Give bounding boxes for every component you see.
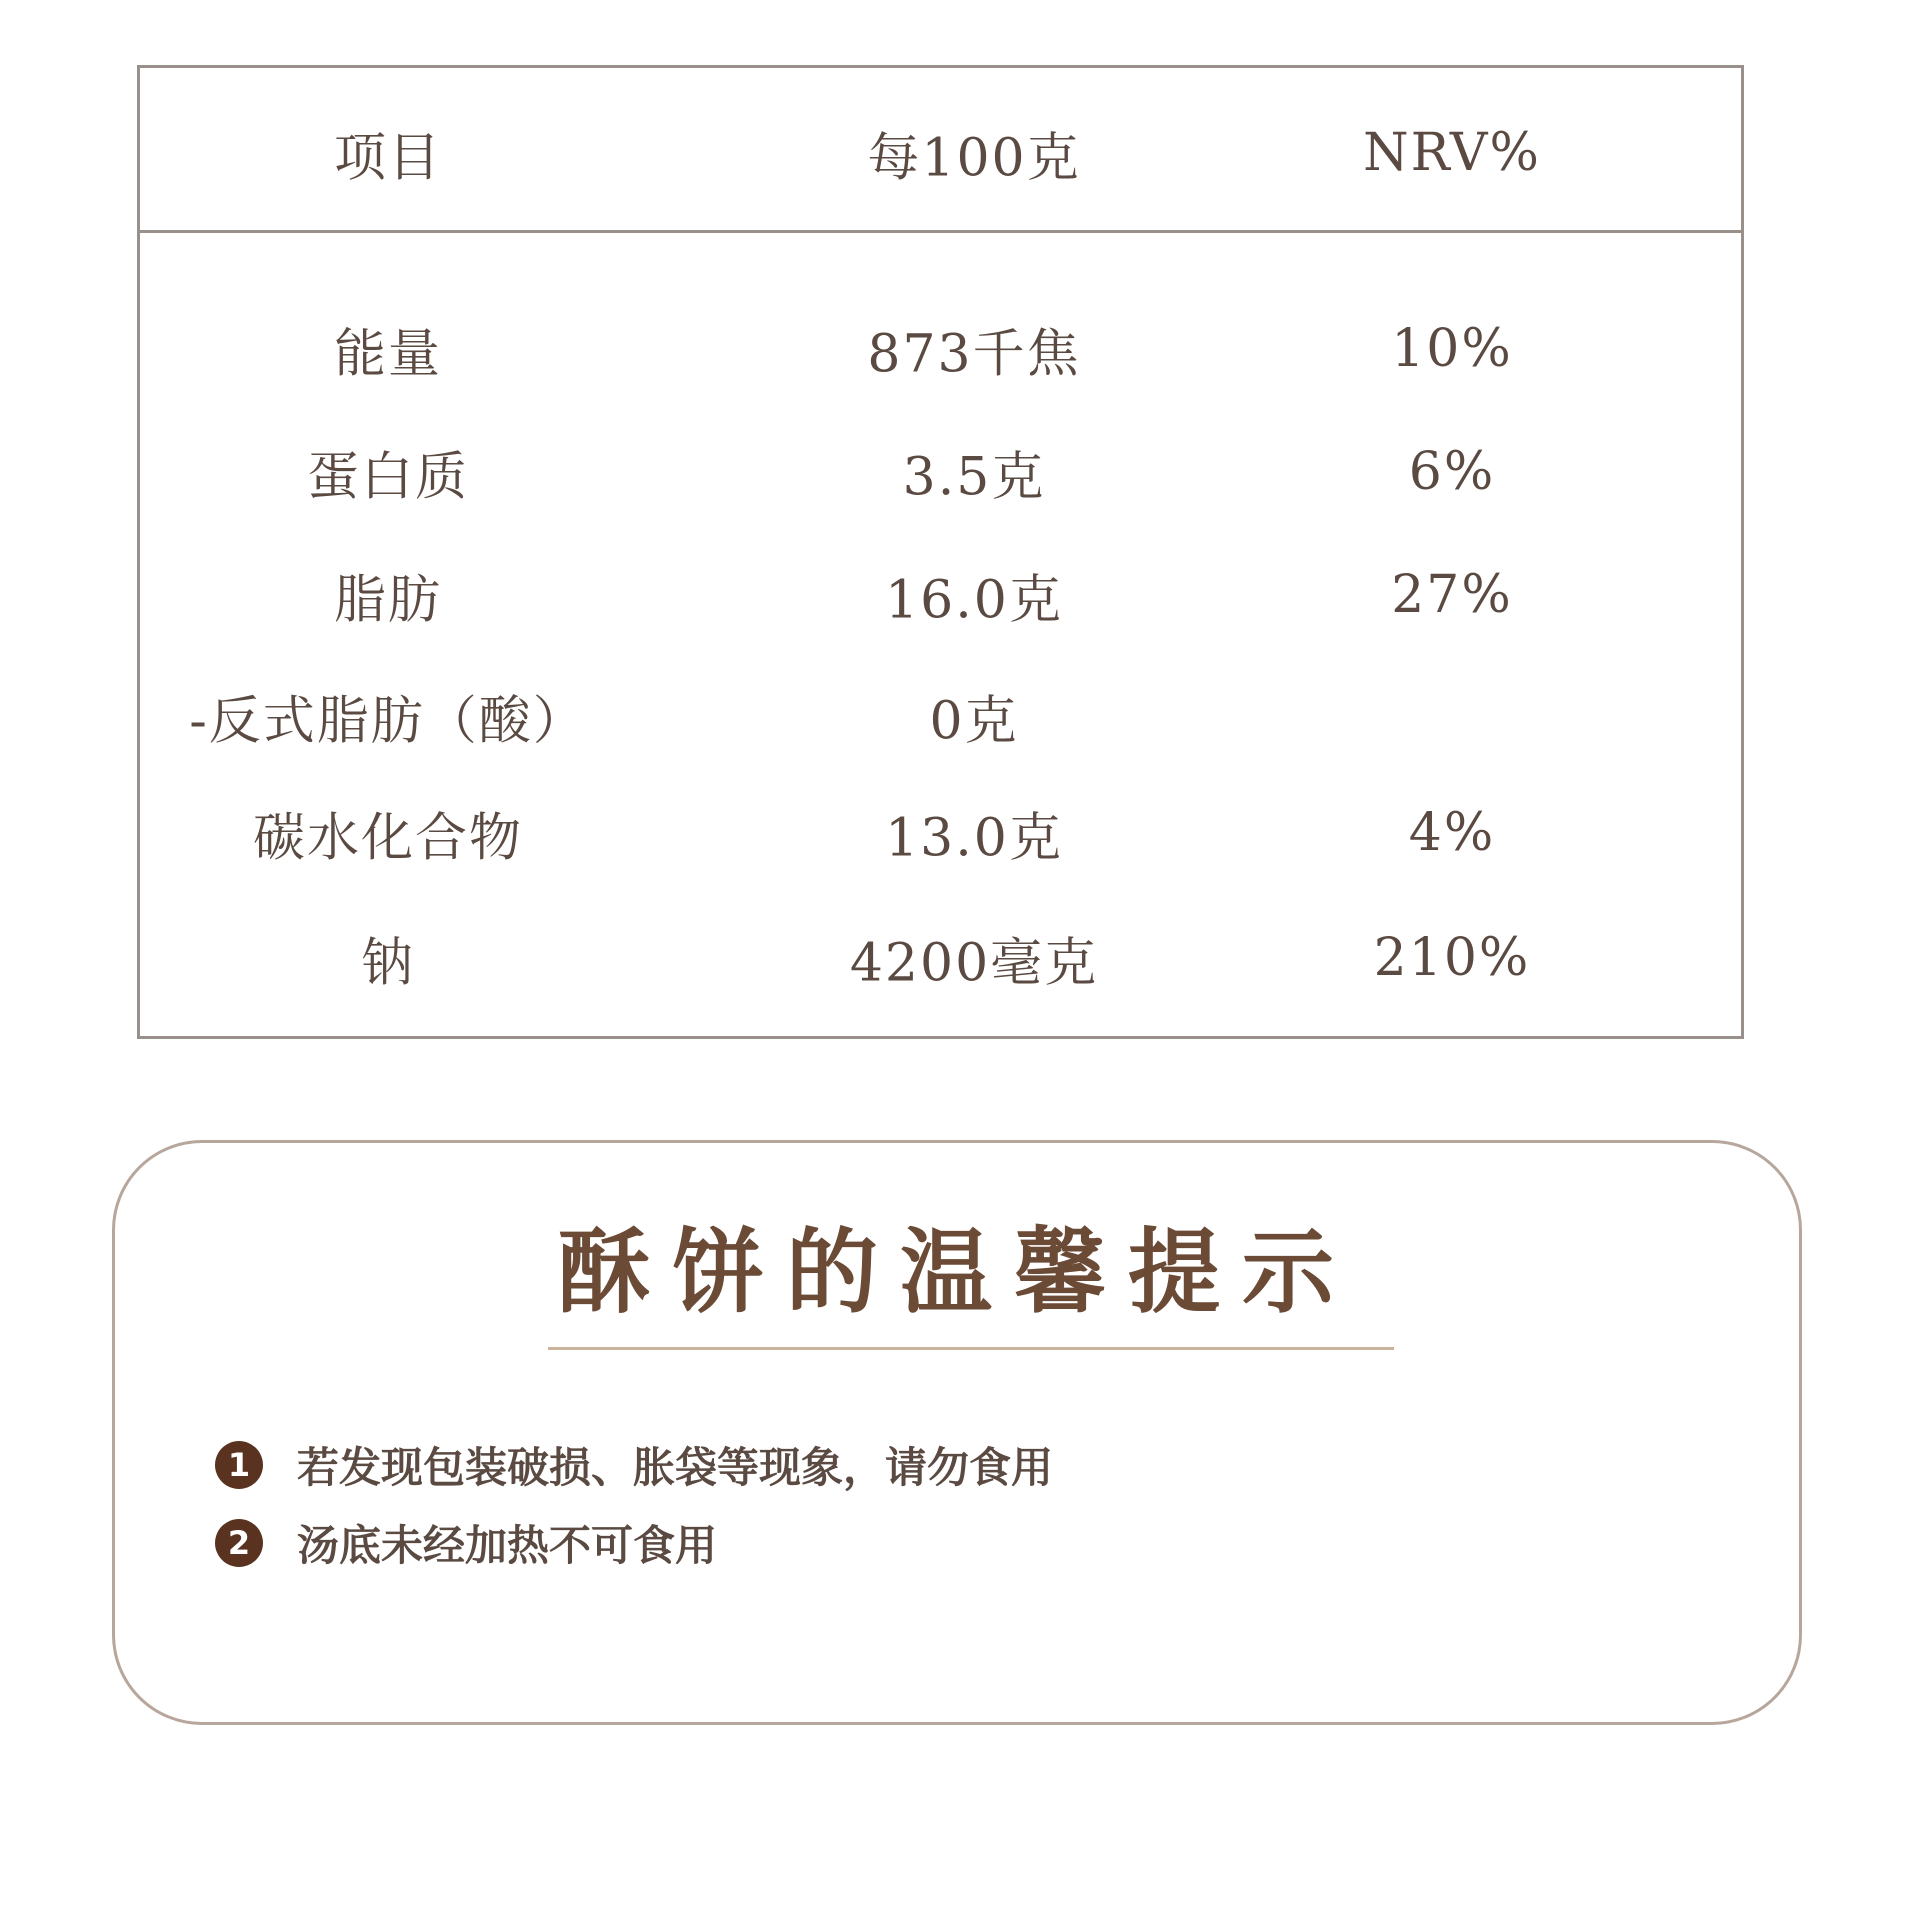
row-sodium-nrv: 210% <box>1373 928 1531 988</box>
row-energy-value: 873千焦 <box>867 324 1081 385</box>
tips-title: 酥饼的温馨提示 <box>557 1218 1357 1326</box>
tips-divider <box>548 1347 1394 1350</box>
row-carbohydrate-value: 13.0克 <box>885 808 1063 869</box>
nutrition-table <box>137 65 1744 1039</box>
header-nrv: NRV% <box>1363 123 1541 183</box>
row-trans-fat-item: -反式脂肪（酸） <box>189 691 587 752</box>
tip-text: 若发现包装破损、胀袋等现象，请勿食用 <box>297 1443 1054 1492</box>
row-carbohydrate-item: 碳水化合物 <box>252 808 524 869</box>
tip-text: 汤底未经加热不可食用 <box>297 1521 718 1570</box>
tip-item <box>215 1513 717 1573</box>
row-fat-item: 脂肪 <box>333 570 443 631</box>
row-trans-fat-value: 0克 <box>929 691 1019 752</box>
header-per-100g: 每100克 <box>867 128 1081 189</box>
row-protein-value: 3.5克 <box>902 447 1046 508</box>
table-header <box>140 68 1741 233</box>
row-protein-nrv: 6% <box>1408 442 1496 502</box>
tips-card <box>112 1140 1802 1725</box>
tip-number-badge: 2 <box>215 1519 263 1567</box>
row-sodium-item: 钠 <box>360 933 416 994</box>
row-fat-value: 16.0克 <box>885 570 1063 631</box>
header-item: 项目 <box>333 128 443 189</box>
row-energy-nrv: 10% <box>1391 319 1513 379</box>
row-protein-item: 蛋白质 <box>306 447 470 508</box>
row-sodium-value: 4200毫克 <box>849 933 1099 994</box>
row-energy-item: 能量 <box>333 324 443 385</box>
tip-number-badge: 1 <box>215 1441 263 1489</box>
tip-item <box>215 1435 1053 1495</box>
row-carbohydrate-nrv: 4% <box>1408 803 1496 863</box>
row-fat-nrv: 27% <box>1391 565 1513 625</box>
